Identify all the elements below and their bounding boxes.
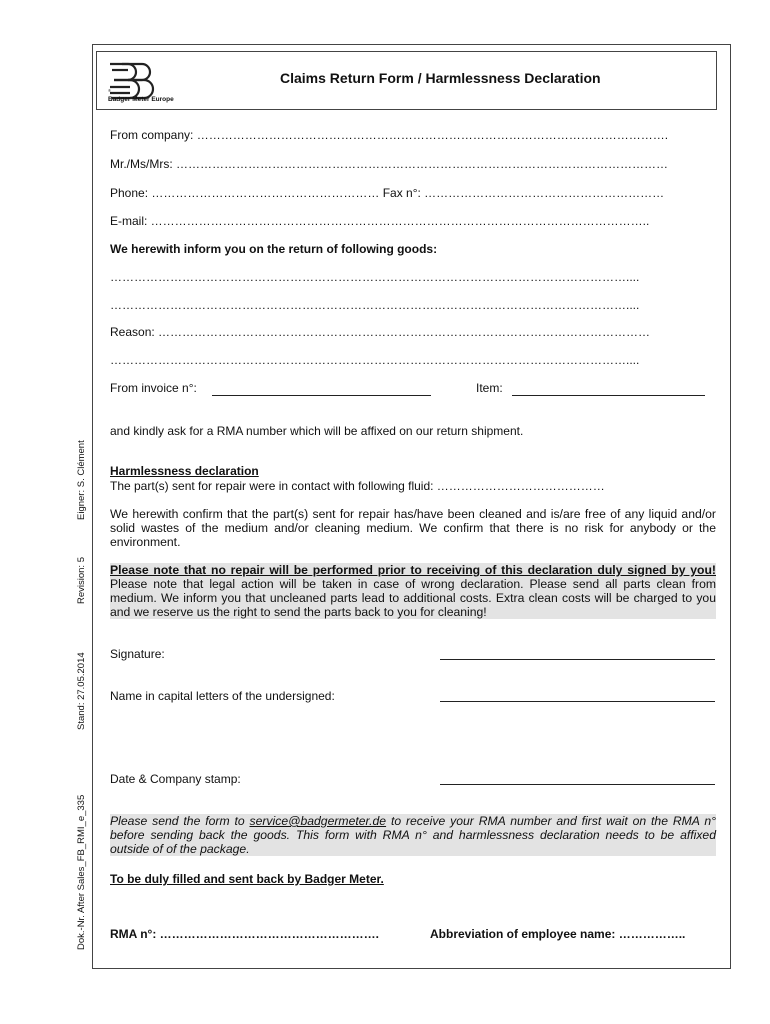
item-input-line[interactable]: [512, 395, 705, 396]
goods-heading: We herewith inform you on the return of following goods:: [110, 242, 438, 256]
legal-notice-rest: Please note that legal action will be taken in case of wrong declaration. Please send all parts clean from medium. We inform you that uncleaned parts lead to additional costs. Extra clean costs will be charged to you and we reserve us the right to send the parts back to you for cleaning!: [110, 577, 716, 619]
date-stamp-label: Date & Company stamp:: [110, 772, 241, 786]
send-instructions: [110, 814, 716, 856]
fluid-field[interactable]: The part(s) sent for repair were in contact with following fluid: ……………………………………: [110, 479, 605, 493]
filled-note: To be duly filled and sent back by Badger Meter.: [110, 872, 384, 886]
invoice-input-line[interactable]: [212, 395, 431, 396]
email-field[interactable]: E-mail: ……………………………………………………………………………………………………………..: [110, 214, 650, 228]
goods-line-3[interactable]: …………………………………………………………………………………………………………………....: [110, 353, 640, 367]
goods-line-1[interactable]: …………………………………………………………………………………………………………………....: [110, 270, 640, 284]
item-label: Item:: [476, 381, 503, 395]
harmlessness-heading: Harmlessness declaration: [110, 464, 259, 478]
from-company-field[interactable]: From company: ……………………………………………………………………………………………………….: [110, 128, 669, 142]
side-doc-number: Dok.-Nr. After Sales_FB_RMI_e_335: [76, 794, 87, 950]
send-instructions-pre: Please send the form to: [110, 814, 250, 828]
rma-number-field[interactable]: RMA n°: ……………………………………………….: [110, 927, 380, 941]
svg-text:®: ®: [108, 88, 111, 93]
phone-fax-field[interactable]: Phone: ………………………………………………… Fax n°: ……………………………………………………: [110, 186, 665, 200]
name-capitals-input-line[interactable]: [440, 701, 715, 702]
name-field[interactable]: Mr./Ms/Mrs: ……………………………………………………………………………………………………………: [110, 157, 668, 171]
signature-input-line[interactable]: [440, 659, 715, 660]
goods-line-2[interactable]: …………………………………………………………………………………………………………………....: [110, 298, 640, 312]
confirm-paragraph: We herewith confirm that the part(s) sent for repair has/have been cleaned and is/are free of any liquid and/or solid wastes of the medium and/or cleaning medium. We confirm that there is no risk for anybody or the environment.: [110, 507, 716, 549]
page-title: Claims Return Form / Harmlessness Declaration: [280, 70, 601, 86]
invoice-label: From invoice n°:: [110, 381, 197, 395]
reason-field[interactable]: Reason: ……………………………………………………………………………………………………………: [110, 325, 651, 339]
side-revision: Revision: 5: [76, 557, 87, 604]
service-email-link[interactable]: service@badgermeter.de: [249, 814, 387, 828]
employee-abbrev-field[interactable]: Abbreviation of employee name: ……………..: [430, 927, 686, 941]
logo-caption: Badger Meter Europe: [108, 96, 174, 103]
side-stand-date: Stand: 27.05.2014: [76, 652, 87, 730]
legal-notice-bold: Please note that no repair will be performed prior to receiving of this declaration duly signed by you!: [110, 563, 716, 577]
name-capitals-label: Name in capital letters of the undersigned:: [110, 689, 335, 703]
signature-label: Signature:: [110, 647, 165, 661]
send-instructions-post: to receive your RMA number and first wait on the RMA n° before sending back the goods. This form with RMA n° and harmlessness declaration needs to be affixed outside of of the package.: [110, 814, 716, 856]
side-eigner: Eigner: S. Clément: [76, 440, 87, 520]
rma-request-text: and kindly ask for a RMA number which will be affixed on our return shipment.: [110, 424, 524, 438]
date-stamp-input-line[interactable]: [440, 784, 715, 785]
legal-notice: [110, 563, 716, 619]
